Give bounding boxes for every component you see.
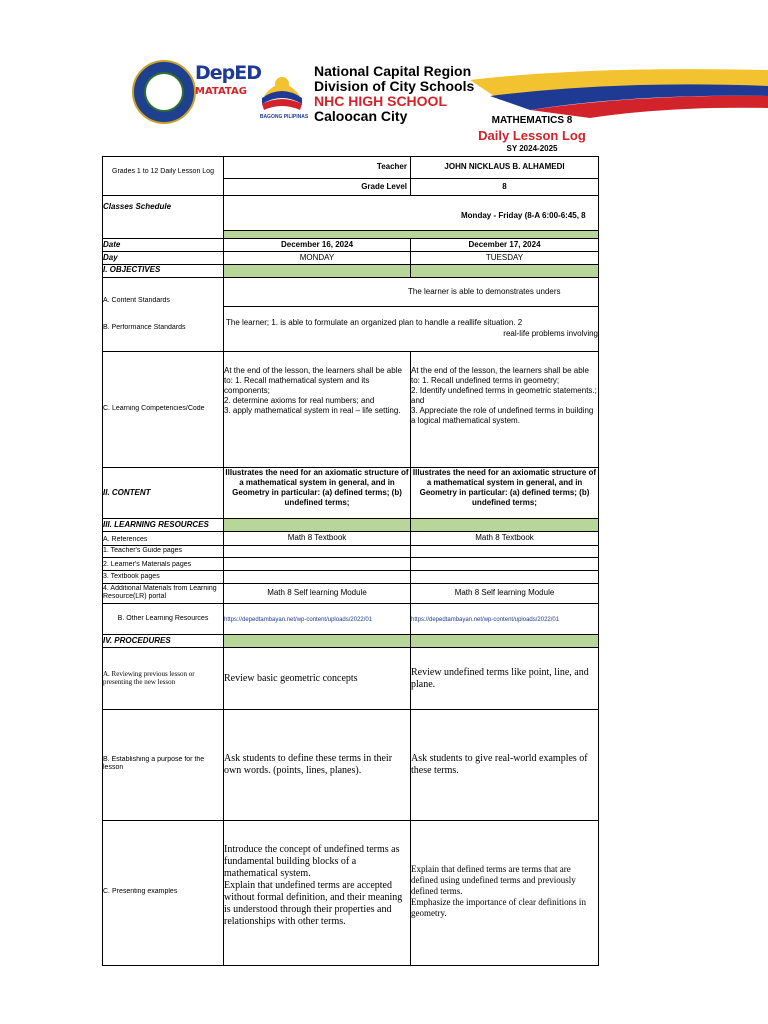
references-label: A. References xyxy=(103,536,148,543)
teachers-guide-label: 1. Teacher's Guide pages xyxy=(103,547,183,554)
lr-portal-day2: Math 8 Self learning Module xyxy=(454,588,555,597)
reviewing-lesson-day1: Review basic geometric concepts xyxy=(224,673,358,684)
other-resources-label: B. Other Learning Resources xyxy=(117,615,209,622)
city-name: Caloocan City xyxy=(314,108,408,124)
bagong-pilipinas-logo xyxy=(256,62,308,114)
content-standards-text: The learner is able to demonstrates unders xyxy=(408,287,561,296)
grade-level-label: Grade Level xyxy=(361,182,407,191)
date-label: Date xyxy=(103,240,121,249)
teacher-name: JOHN NICKLAUS B. ALHAMEDI xyxy=(444,162,565,171)
school-header xyxy=(314,64,474,124)
presenting-examples-label: C. Presenting examples xyxy=(103,888,178,895)
subject-title: MATHEMATICS 8 xyxy=(491,115,573,126)
green-bar-resources xyxy=(224,519,598,531)
day-label: Day xyxy=(103,253,118,262)
presenting-examples-day2: Explain that defined terms are terms that are defined using undefined terms and previously defined terms. Emphasize the importance of clear definitions in geometry. xyxy=(411,864,586,918)
division-name: Division of City Schools xyxy=(314,78,475,94)
other-resources-link-day1[interactable]: https://depedtambayan.net/wp-content/uploads/2022/01 xyxy=(224,617,373,623)
other-resources-link-day2[interactable]: https://depedtambayan.net/wp-content/uploads/2022/01 xyxy=(411,617,560,623)
content-label: II. CONTENT xyxy=(103,488,151,497)
content-day1: Illustrates the need for an axiomatic structure of a mathematical system in general, and in Geometry in particular: (a) defined terms; (b) undefined terms; xyxy=(225,468,409,507)
presenting-examples-day1: Introduce the concept of undefined terms as fundamental building blocks of a mathematical system. Explain that undefined terms are accepted without formal definition, and their meaning is understood through their properties and relationships with other terms. xyxy=(224,844,403,927)
objectives-heading: I. OBJECTIVES xyxy=(103,265,161,274)
grade-level-value: 8 xyxy=(502,182,507,191)
deped-matatag-logo xyxy=(195,62,262,120)
date-day1: December 16, 2024 xyxy=(280,240,354,249)
deped-logo-text: DepED xyxy=(195,62,262,84)
performance-standards-line1: The learner; 1. is able to formulate an organized plan to handle a reallife situation. 2 xyxy=(226,318,523,327)
establishing-purpose-day2: Ask students to give real-world examples of these terms. xyxy=(411,753,588,776)
reviewing-lesson-label: A. Reviewing previous lesson or presenting the new lesson xyxy=(103,670,195,686)
performance-standards-line2: real-life problems involving xyxy=(503,329,598,338)
day1-name: MONDAY xyxy=(299,253,335,262)
lr-portal-label: 4. Additional Materials from Learning Resource(LR) portal xyxy=(103,585,217,600)
reviewing-lesson-day2: Review undefined terms like point, line, and plane. xyxy=(411,667,589,690)
references-day2: Math 8 Textbook xyxy=(475,533,534,542)
competencies-day1: At the end of the lesson, the learners shall be able to: 1. Recall mathematical system and its components; 2. determine axioms for real numbers; and 3. apply mathematical system in real – life setting. xyxy=(224,366,402,415)
teacher-label: Teacher xyxy=(376,162,407,171)
resources-heading: III. LEARNING RESOURCES xyxy=(103,520,209,529)
doc-title: Daily Lesson Log xyxy=(478,128,586,143)
establishing-purpose-label: B. Establishing a purpose for the lesson xyxy=(103,756,205,771)
competencies-day2: At the end of the lesson, the learners shall be able to: 1. Recall undefined terms in geometry; 2. Identify undefined terms in geometric statements.; and 3. Appreciate the role of undefined terms in building a logical mathematical system. xyxy=(411,366,597,425)
learning-competencies-label: C. Learning Competencies/Code xyxy=(103,405,205,412)
bagong-pilipinas-label: BAGONG PILIPINAS xyxy=(259,114,309,120)
school-name: NHC HIGH SCHOOL xyxy=(314,93,447,109)
procedures-heading: IV. PROCEDURES xyxy=(103,636,171,645)
flag-banner xyxy=(470,66,768,118)
green-bar-procedures xyxy=(224,635,598,647)
classes-schedule-label: Classes Schedule xyxy=(103,202,172,211)
green-bar-schedule xyxy=(224,231,598,238)
establishing-purpose-day1: Ask students to define these terms in their own words. (points, lines, planes). xyxy=(224,753,393,776)
classes-schedule-value: Monday - Friday (8-A 6:00-6:45, 8 xyxy=(461,211,586,220)
learners-materials-label: 2. Learner's Materials pages xyxy=(103,561,192,568)
content-day2: Illustrates the need for an axiomatic structure of a mathematical system in general, and in Geometry in particular: (a) defined terms; (b) undefined terms; xyxy=(412,468,597,507)
school-year: SY 2024-2025 xyxy=(506,144,558,153)
lr-portal-day1: Math 8 Self learning Module xyxy=(267,588,367,597)
region-name: National Capital Region xyxy=(314,63,472,79)
green-bar-objectives xyxy=(224,265,598,277)
day2-name: TUESDAY xyxy=(485,253,524,262)
content-standards-label: A. Content Standards xyxy=(103,297,170,304)
textbook-pages-label: 3. Textbook pages xyxy=(103,573,160,580)
grades-dll-label: Grades 1 to 12 Daily Lesson Log xyxy=(112,168,214,175)
date-day2: December 17, 2024 xyxy=(468,240,541,249)
deped-seal-logo xyxy=(132,60,196,124)
references-day1: Math 8 Textbook xyxy=(287,533,347,542)
matatag-text: MATATAG xyxy=(195,86,247,97)
performance-standards-label: B. Performance Standards xyxy=(103,324,186,331)
